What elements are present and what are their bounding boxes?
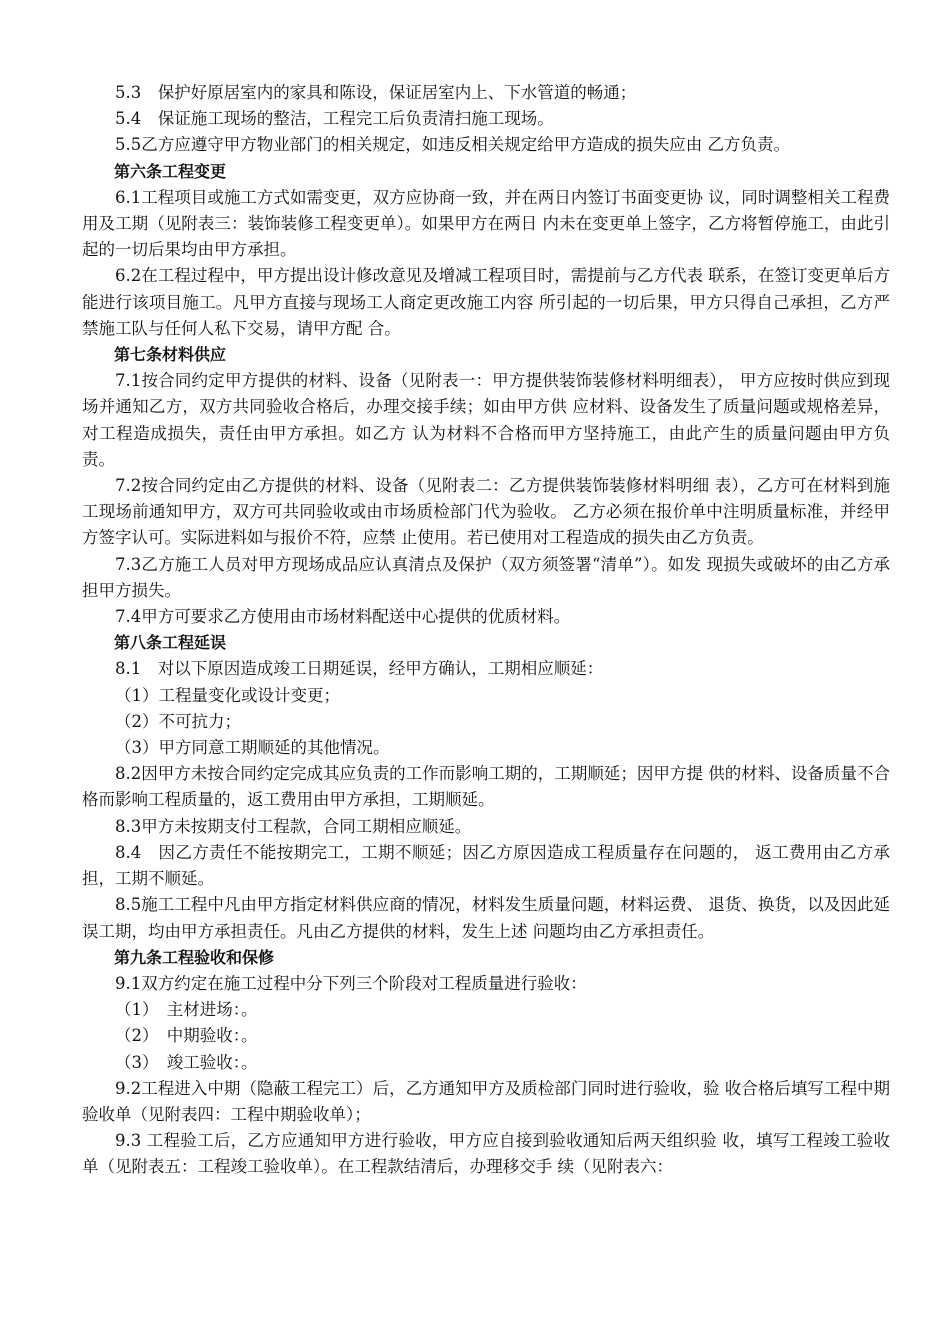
clause-9-1-item-3: （3） 竣工验收：。 xyxy=(115,1052,258,1072)
clause-6-2: 6.2在工程过程中，甲方提出设计修改意见及增减工程项目时，需提前与乙方代表 联系，在签订变更单后方能进行该项目施工。凡甲方直接与现场工人商定更改施工内容 所引起的一切后果，甲方只得自己承担，乙方严禁施工队与任何人私下交易，请甲方配 合。 xyxy=(82,266,890,338)
clause-7-1: 7.1按合同约定甲方提供的材料、设备（见附表一：甲方提供装饰装修材料明细表）， 甲方应按时供应到现场并通知乙方，双方共同验收合格后，办理交接手续；如由甲方供 应材料、设备发生了质量问题或规格差异，对工程造成损失，责任由甲方承担。如乙方 认为材料不合格而甲方坚持施工，由此产生的质量问题由甲方负责。 xyxy=(82,371,890,469)
clause-5-5: 5.5乙方应遵守甲方物业部门的相关规定，如违反相关规定给甲方造成的损失应由 乙方负责。 xyxy=(115,135,790,155)
clause-9-2: 9.2工程进入中期（隐蔽工程完工）后，乙方通知甲方及质检部门同时进行验收，验 收合格后填写工程中期验收单（见附表四：工程中期验收单）； xyxy=(82,1078,890,1124)
clause-6-1: 6.1工程项目或施工方式如需变更，双方应协商一致，并在两日内签订书面变更协 议，同时调整相关工程费用及工期（见附表三：装饰装修工程变更单）。如果甲方在两日 内未在变更单上签字，乙方将暂停施工，由此引起的一切后果均由甲方承担。 xyxy=(82,187,890,260)
section-heading-6: 第六条工程变更 xyxy=(114,161,227,181)
clause-5-3: 5.3 保护好原居室内的家具和陈设，保证居室内上、下水管道的畅通； xyxy=(115,83,637,102)
clause-7-2: 7.2按合同约定由乙方提供的材料、设备（见附表二：乙方提供装饰装修材料明细 表），乙方可在材料到施工现场前通知甲方，双方可共同验收或由市场质检部门代为验收。 乙方必须在报价单中注明质量标准，并经甲方签字认可。实际进料如与报价不符，应禁 止使用。若已使用对工程造成的损失由乙方负责。 xyxy=(82,476,890,548)
clause-8-2: 8.2因甲方未按合同约定完成其应负责的工作而影响工期的，工期顺延；因甲方提 供的材料、设备质量不合格而影响工程质量的，返工费用由甲方承担，工期顺延。 xyxy=(82,764,890,810)
clause-8-5: 8.5施工工程中凡由甲方指定材料供应商的情况，材料发生质量问题，材料运费、 退货、换货，以及因此延误工期，均由甲方承担责任。凡由乙方提供的材料，发生上述 问题均由乙方承担责任。 xyxy=(82,895,890,941)
clause-8-4: 8.4 因乙方责任不能按期完工，工期不顺延；因乙方原因造成工程质量存在问题的， 返工费用由乙方承担，工期不顺延。 xyxy=(82,842,890,889)
clause-5-4: 5.4 保证施工现场的整洁，工程完工后负责清扫施工现场。 xyxy=(115,109,554,129)
clause-9-1-item-2: （2） 中期验收：。 xyxy=(115,1026,258,1046)
clause-7-3: 7.3乙方施工人员对甲方现场成品应认真清点及保护（双方须签署“清单”）。如发 现损失或破坏的由乙方承担甲方损失。 xyxy=(82,554,890,600)
clause-9-3: 9.3 工程验工后，乙方应通知甲方进行验收，甲方应自接到验收通知后两天组织验 收，填写工程竣工验收单（见附表五：工程竣工验收单）。在工程款结清后，办理移交手 续（见附表六： xyxy=(82,1131,890,1177)
clause-8-1-item-2: （2）不可抗力； xyxy=(115,711,241,731)
clause-7-4: 7.4甲方可要求乙方使用由市场材料配送中心提供的优质材料。 xyxy=(115,607,571,627)
document-page xyxy=(82,80,890,1181)
section-heading-8: 第八条工程延误 xyxy=(114,633,227,653)
clause-9-1: 9.1双方约定在施工过程中分下列三个阶段对工程质量进行验收： xyxy=(115,973,587,993)
section-heading-9: 第九条工程验收和保修 xyxy=(114,947,275,967)
section-heading-7: 第七条材料供应 xyxy=(114,345,227,365)
clause-8-3: 8.3甲方未按期支付工程款，合同工期相应顺延。 xyxy=(115,816,472,836)
clause-8-1: 8.1 对以下原因造成竣工日期延误，经甲方确认，工期相应顺延： xyxy=(115,659,604,679)
clause-8-1-item-1: （1）工程量变化或设计变更； xyxy=(115,685,340,705)
clause-9-1-item-1: （1） 主材进场：。 xyxy=(115,1000,258,1020)
clause-8-1-item-3: （3）甲方同意工期顺延的其他情况。 xyxy=(115,738,390,758)
